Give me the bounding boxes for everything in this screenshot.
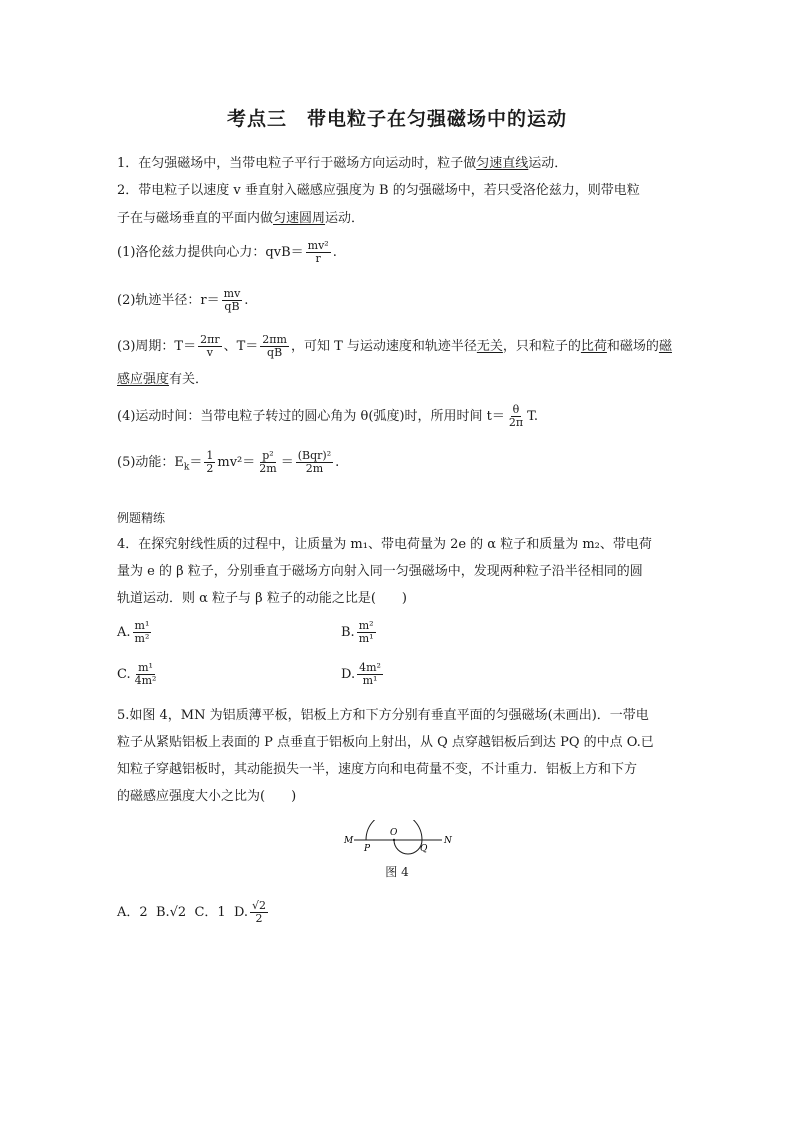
q5-line-3: 知粒子穿越铝板时，其动能损失一半，速度方向和电荷量不变，不计重力．铝板上方和下方 <box>117 762 638 777</box>
denominator: 2m <box>305 462 324 475</box>
fraction <box>222 288 243 313</box>
formula-text: ＝ <box>280 455 294 470</box>
fraction <box>133 620 152 645</box>
denominator: m¹ <box>358 632 374 645</box>
label-q: Q <box>420 844 428 854</box>
subscript: k <box>183 462 190 473</box>
point-1-suffix: 运动． <box>528 156 568 171</box>
denominator: qB <box>267 346 283 359</box>
denominator: 2 <box>206 462 214 475</box>
numerator: (Bqr)² <box>297 449 332 462</box>
q5-line-2: 粒子从紧贴铝板上表面的 P 点垂直于铝板向上射出，从 Q 点穿越铝板后到达 PQ 的中点 O.已 <box>117 735 654 750</box>
formula-time <box>117 404 538 429</box>
answer-d: D. <box>233 905 249 920</box>
q4-option-c <box>117 662 160 687</box>
point-1-blank: 匀速直线 <box>476 156 529 171</box>
option-letter: C. <box>117 667 131 682</box>
point-2-blank: 匀速圆周 <box>273 211 326 226</box>
denominator: 2m <box>259 462 277 475</box>
formula-text: 和磁场的 <box>606 339 659 354</box>
option-letter: D. <box>341 667 356 682</box>
fraction <box>507 404 525 429</box>
formula-end: . <box>335 455 340 470</box>
period-blank-3: 磁 <box>658 339 672 354</box>
formula-text: mv²＝ <box>217 455 256 470</box>
formula-radius <box>117 288 248 313</box>
formula-end: . <box>244 293 249 308</box>
numerator: 2πm <box>262 333 287 346</box>
formula-label: (3)周期：T＝ <box>117 339 197 354</box>
lower-arc <box>394 840 422 854</box>
formula-period-line-2 <box>117 370 208 390</box>
formula-label: (5)动能：E <box>117 455 184 470</box>
numerator: 4m² <box>359 661 381 674</box>
formula-label: (1)洛伦兹力提供向心力：qvB＝ <box>117 245 304 260</box>
point-1 <box>117 154 567 174</box>
fraction <box>357 620 376 645</box>
numerator: 1 <box>206 449 214 462</box>
period-blank-2: 比荷 <box>580 339 607 354</box>
denominator: v <box>206 346 213 359</box>
formula-centripetal <box>117 240 337 265</box>
page-title: 考点三 带电粒子在匀强磁场中的运动 <box>226 108 567 130</box>
q5-answers <box>117 900 270 925</box>
formula-text: ＝ <box>189 455 203 470</box>
point-1-text: 1．在匀强磁场中，当带电粒子平行于磁场方向运动时，粒子做 <box>117 156 477 171</box>
numerator: m¹ <box>134 619 150 632</box>
formula-text: ，可知 T 与运动速度和轨迹半径 <box>290 339 477 354</box>
label-p: P <box>364 844 371 854</box>
denominator: r <box>315 252 321 265</box>
formula-text: 、T＝ <box>223 339 259 354</box>
numerator: m² <box>358 619 374 632</box>
q4-option-a <box>117 620 153 645</box>
answer-b: B.√2 <box>155 905 187 920</box>
numerator: mv <box>223 287 241 300</box>
numerator: mv² <box>307 239 329 252</box>
option-letter: A. <box>117 625 131 640</box>
q5-line-1: 5.如图 4，MN 为铝质薄平板，铝板上方和下方分别有垂直平面的匀强磁场(未画出)．一带电 <box>117 708 649 723</box>
fraction <box>296 450 333 475</box>
numerator: θ <box>512 403 520 416</box>
formula-label: (2)轨迹半径：r＝ <box>117 293 220 308</box>
denominator: 4m² <box>134 674 157 687</box>
answer-a: A．2 <box>117 905 148 920</box>
point-2-text: 子在与磁场垂直的平面内做 <box>117 211 274 226</box>
denominator: 2π <box>508 416 524 429</box>
numerator: m¹ <box>138 661 153 674</box>
fraction <box>260 334 289 359</box>
fraction <box>306 240 331 265</box>
point-2-line-1: 2．带电粒子以速度 v 垂直射入磁感应强度为 B 的匀强磁场中，若只受洛伦兹力，则带电粒 <box>117 183 640 198</box>
formula-kinetic <box>117 450 339 478</box>
numerator: √2 <box>252 899 267 912</box>
answer-c: C．1 <box>194 905 226 920</box>
q4-line-1: 4．在探究射线性质的过程中，让质量为 m₁、带电荷量为 2e 的 α 粒子和质量为 m₂、带电荷 <box>117 537 652 552</box>
fraction <box>204 450 215 475</box>
point-2-line-2 <box>117 209 364 229</box>
label-m: M <box>344 836 354 846</box>
q4-option-b <box>341 620 378 645</box>
q4-line-2: 量为 e 的 β 粒子，分别垂直于磁场方向射入同一匀强磁场中，发现两种粒子沿半径相同的圆 <box>117 564 643 579</box>
formula-period <box>117 334 672 359</box>
point-2-suffix: 运动． <box>325 211 365 226</box>
formula-text: 有关． <box>169 372 209 387</box>
q4-line-3: 轨道运动．则 α 粒子与 β 粒子的动能之比是( ) <box>117 591 407 606</box>
numerator: 2πr <box>200 333 220 346</box>
section-heading: 例题精练 <box>117 511 166 525</box>
denominator: 2 <box>255 912 263 925</box>
denominator: qB <box>224 300 240 313</box>
formula-end: . <box>332 245 337 260</box>
formula-end: T. <box>527 409 539 424</box>
denominator: m¹ <box>362 674 378 687</box>
fraction <box>357 662 383 687</box>
q5-line-4: 的磁感应强度大小之比为( ) <box>117 789 297 804</box>
label-o: O <box>390 828 398 838</box>
period-blank-1: 无关 <box>476 339 503 354</box>
q4-option-d <box>341 662 385 687</box>
fraction <box>133 662 159 687</box>
formula-text: ，只和粒子的 <box>502 339 581 354</box>
fraction <box>257 450 278 475</box>
option-letter: B. <box>341 625 355 640</box>
period-blank-3-cont: 感应强度 <box>117 372 170 387</box>
formula-label: (4)运动时间：当带电粒子转过的圆心角为 θ(弧度)时，所用时间 t＝ <box>117 409 505 424</box>
label-n: N <box>444 836 452 846</box>
fraction <box>198 334 222 359</box>
denominator: m² <box>134 632 150 645</box>
point-o-dot <box>393 839 395 841</box>
figure-caption: 图 4 <box>385 865 409 879</box>
fraction <box>250 900 268 925</box>
numerator: p² <box>262 449 274 462</box>
figure-4-diagram <box>340 820 460 860</box>
